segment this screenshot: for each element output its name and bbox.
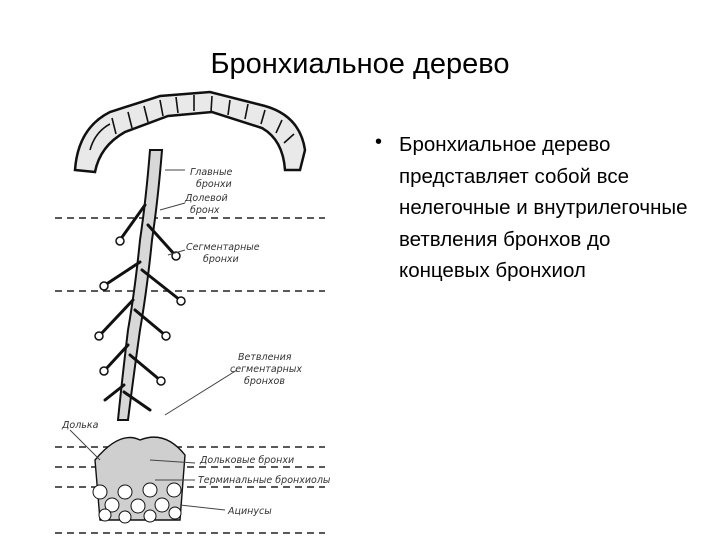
label-lobule: Долька [62,420,99,431]
bronchial-tree-illustration [0,80,340,540]
label-terminal-bronchioles: Терминальные бронхиолы [198,475,331,486]
label-branches: Ветвления [238,352,292,363]
label-segmental-bronchi: Сегментарные [186,242,260,253]
label-lobar-bronchus-2: бронх [190,205,220,216]
bullet-text: Бронхиальное дерево представляет собой все нелегочные и внутрилегочные ветвления бронхов до концевых бронхиол [399,133,688,282]
label-main-bronchi: Главные [190,167,233,178]
slide-title: Бронхиальное дерево [210,48,510,80]
label-acini: Ацинусы [228,506,272,517]
label-branches-3: бронхов [244,376,285,387]
label-segmental-bronchi-2: бронхи [203,254,239,265]
bullet-dot-icon: • [375,131,383,153]
label-lobar-bronchus: Долевой [185,193,228,204]
label-main-bronchi-2: бронхи [196,179,232,190]
label-branches-2: сегментарных [230,364,303,375]
label-lobular-bronchi: Дольковые бронхи [200,455,295,466]
